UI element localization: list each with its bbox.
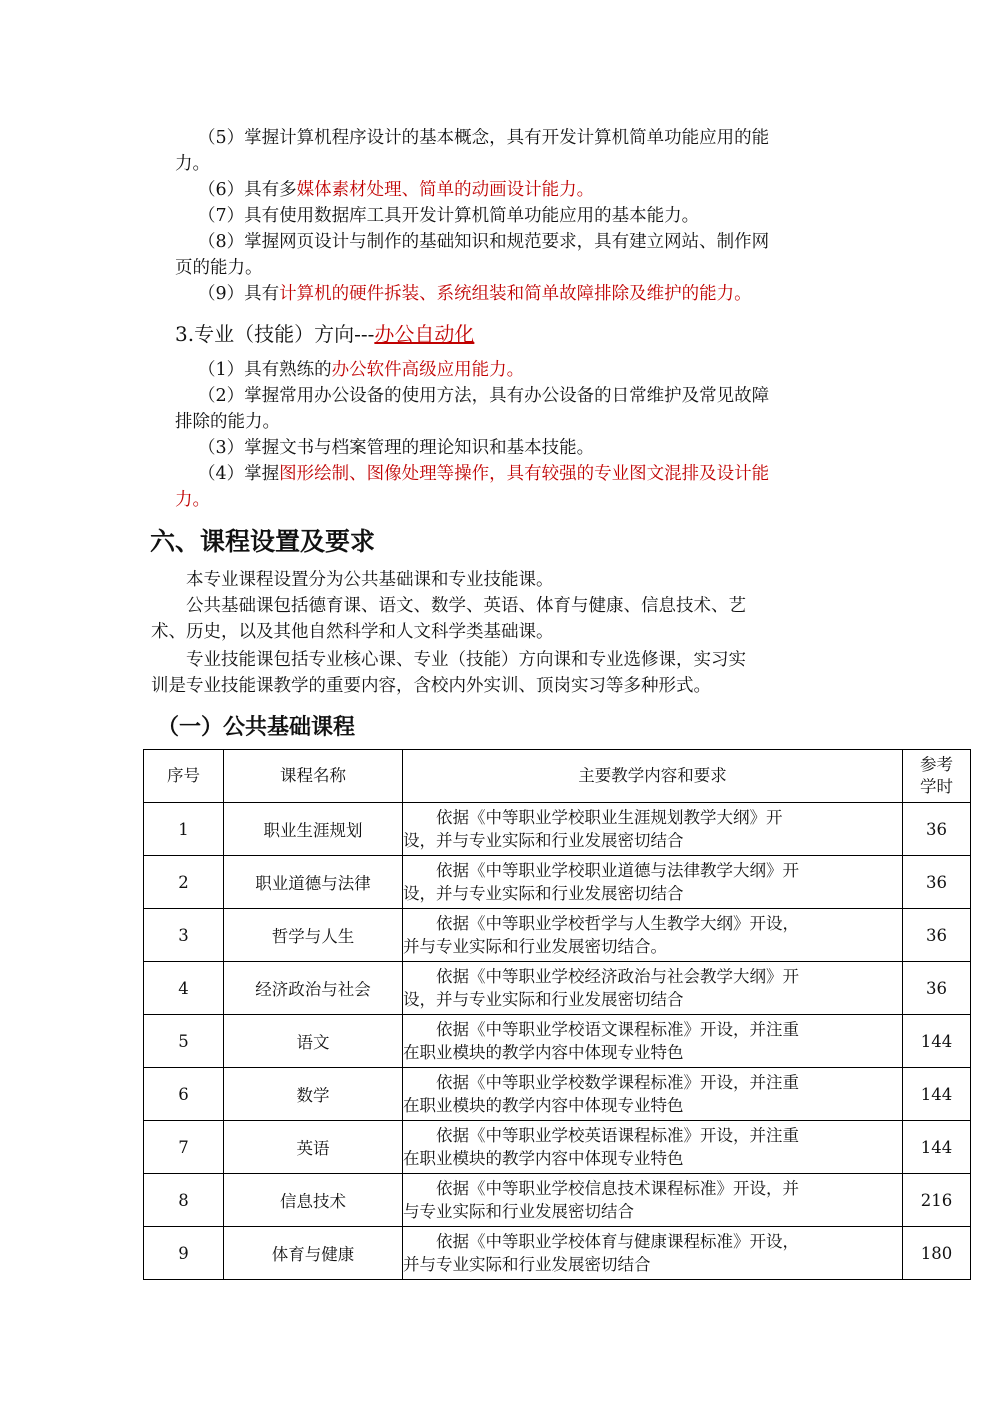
header-hours: 参考 学时 <box>903 750 971 803</box>
cell-hours: 36 <box>903 909 971 962</box>
highlight-text: 办公软件高级应用能力。 <box>331 360 525 380</box>
office-item-3: （3）掌握文书与档案管理的理论知识和基本技能。 <box>198 438 595 458</box>
table-row <box>144 909 971 962</box>
office-item-2-line-1: （2）掌握常用办公设备的使用方法，具有办公设备的日常维护及常见故障 <box>198 386 770 406</box>
subsection-title: （一）公共基础课程 <box>157 715 356 740</box>
cell-no: 5 <box>144 1015 224 1068</box>
office-item-4-line-1: （4）掌握图形绘制、图像处理等操作，具有较强的专业图文混排及设计能 <box>198 464 770 484</box>
content-line-1: 依据《中等职业学校哲学与人生教学大纲》开设， <box>403 914 799 933</box>
content-line-2: 设，并与专业实际和行业发展密切结合 <box>403 884 684 903</box>
cell-content <box>403 962 903 1015</box>
section-paragraph-3-line-2: 训是专业技能课教学的重要内容，含校内外实训、顶岗实习等多种形式。 <box>151 676 711 696</box>
cell-hours: 144 <box>903 1121 971 1174</box>
cell-content <box>403 856 903 909</box>
direction-name-link: 办公自动化 <box>374 322 475 346</box>
table-row <box>144 1121 971 1174</box>
table-row <box>144 803 971 856</box>
content-line-2: 并与专业实际和行业发展密切结合 <box>403 1255 651 1274</box>
content-line-2: 在职业模块的教学内容中体现专业特色 <box>403 1043 684 1062</box>
cell-name: 体育与健康 <box>224 1227 403 1280</box>
list-item-7: （7）具有使用数据库工具开发计算机简单功能应用的基本能力。 <box>198 206 700 226</box>
content-line-1: 依据《中等职业学校信息技术课程标准》开设，并 <box>403 1179 799 1198</box>
content-line-2: 在职业模块的教学内容中体现专业特色 <box>403 1149 684 1168</box>
cell-name: 英语 <box>224 1121 403 1174</box>
section-paragraph-3-line-1: 专业技能课包括专业核心课、专业（技能）方向课和专业选修课，实习实 <box>186 650 746 670</box>
content-line-2: 设，并与专业实际和行业发展密切结合 <box>403 831 684 850</box>
content-line-2: 设，并与专业实际和行业发展密切结合 <box>403 990 684 1009</box>
section-title: 六、课程设置及要求 <box>150 527 376 556</box>
highlight-text: 媒体素材处理、简单的动画设计能力。 <box>296 180 595 200</box>
cell-name: 语文 <box>224 1015 403 1068</box>
section-paragraph-2-line-1: 公共基础课包括德育课、语文、数学、英语、体育与健康、信息技术、艺 <box>186 596 746 616</box>
highlight-text: 图形绘制、图像处理等操作，具有较强的专业图文混排及设计能 <box>279 464 770 484</box>
direction-heading: 3.专业（技能）方向---办公自动化 <box>175 322 475 346</box>
list-item-8-line-2: 页的能力。 <box>175 258 263 278</box>
cell-no: 6 <box>144 1068 224 1121</box>
content-line-1: 依据《中等职业学校体育与健康课程标准》开设， <box>403 1232 799 1251</box>
cell-name: 哲学与人生 <box>224 909 403 962</box>
header-no: 序号 <box>144 750 224 803</box>
cell-content <box>403 1121 903 1174</box>
highlight-text: 力。 <box>175 490 210 510</box>
cell-no: 1 <box>144 803 224 856</box>
list-item-6: （6）具有多媒体素材处理、简单的动画设计能力。 <box>198 180 595 200</box>
cell-no: 7 <box>144 1121 224 1174</box>
header-name: 课程名称 <box>224 750 403 803</box>
content-line-2: 与专业实际和行业发展密切结合 <box>403 1202 634 1221</box>
cell-content <box>403 1068 903 1121</box>
cell-content <box>403 1227 903 1280</box>
content-line-2: 并与专业实际和行业发展密切结合。 <box>403 937 667 956</box>
section-paragraph-1: 本专业课程设置分为公共基础课和专业技能课。 <box>186 570 554 590</box>
cell-hours: 36 <box>903 803 971 856</box>
cell-hours: 36 <box>903 962 971 1015</box>
cell-hours: 180 <box>903 1227 971 1280</box>
cell-no: 9 <box>144 1227 224 1280</box>
table-row <box>144 962 971 1015</box>
table-row <box>144 1227 971 1280</box>
cell-name: 职业生涯规划 <box>224 803 403 856</box>
cell-name: 数学 <box>224 1068 403 1121</box>
cell-no: 2 <box>144 856 224 909</box>
content-line-1: 依据《中等职业学校数学课程标准》开设，并注重 <box>403 1073 799 1092</box>
cell-content <box>403 803 903 856</box>
cell-no: 3 <box>144 909 224 962</box>
office-item-4-line-2 <box>175 487 210 513</box>
highlight-text: 计算机的硬件拆装、系统组装和简单故障排除及维护的能力。 <box>279 284 752 304</box>
list-item-5-line-1: （5）掌握计算机程序设计的基本概念，具有开发计算机简单功能应用的能 <box>198 128 770 148</box>
cell-content <box>403 909 903 962</box>
list-item-8-line-1: （8）掌握网页设计与制作的基础知识和规范要求，具有建立网站、制作网 <box>198 232 770 252</box>
content-line-1: 依据《中等职业学校职业生涯规划教学大纲》开 <box>403 808 783 827</box>
header-content: 主要教学内容和要求 <box>403 750 903 803</box>
course-table <box>143 749 971 1280</box>
content-line-1: 依据《中等职业学校职业道德与法律教学大纲》开 <box>403 861 799 880</box>
cell-no: 4 <box>144 962 224 1015</box>
table-header-row <box>144 750 971 803</box>
table-row <box>144 1015 971 1068</box>
office-item-2-line-2: 排除的能力。 <box>175 412 280 432</box>
list-item-9: （9）具有计算机的硬件拆装、系统组装和简单故障排除及维护的能力。 <box>198 284 752 304</box>
content-line-2: 在职业模块的教学内容中体现专业特色 <box>403 1096 684 1115</box>
cell-content <box>403 1015 903 1068</box>
office-item-1: （1）具有熟练的办公软件高级应用能力。 <box>198 360 525 380</box>
cell-name: 经济政治与社会 <box>224 962 403 1015</box>
cell-hours: 216 <box>903 1174 971 1227</box>
cell-content <box>403 1174 903 1227</box>
cell-hours: 144 <box>903 1068 971 1121</box>
content-line-1: 依据《中等职业学校经济政治与社会教学大纲》开 <box>403 967 799 986</box>
table-row <box>144 1068 971 1121</box>
cell-hours: 144 <box>903 1015 971 1068</box>
content-line-1: 依据《中等职业学校英语课程标准》开设，并注重 <box>403 1126 799 1145</box>
content-line-1: 依据《中等职业学校语文课程标准》开设，并注重 <box>403 1020 799 1039</box>
section-paragraph-2-line-2: 术、历史，以及其他自然科学和人文科学类基础课。 <box>151 622 554 642</box>
cell-name: 信息技术 <box>224 1174 403 1227</box>
cell-no: 8 <box>144 1174 224 1227</box>
cell-name: 职业道德与法律 <box>224 856 403 909</box>
table-row <box>144 1174 971 1227</box>
table-row <box>144 856 971 909</box>
cell-hours: 36 <box>903 856 971 909</box>
list-item-5-line-2: 力。 <box>175 154 210 174</box>
course-table-body <box>144 803 971 1280</box>
